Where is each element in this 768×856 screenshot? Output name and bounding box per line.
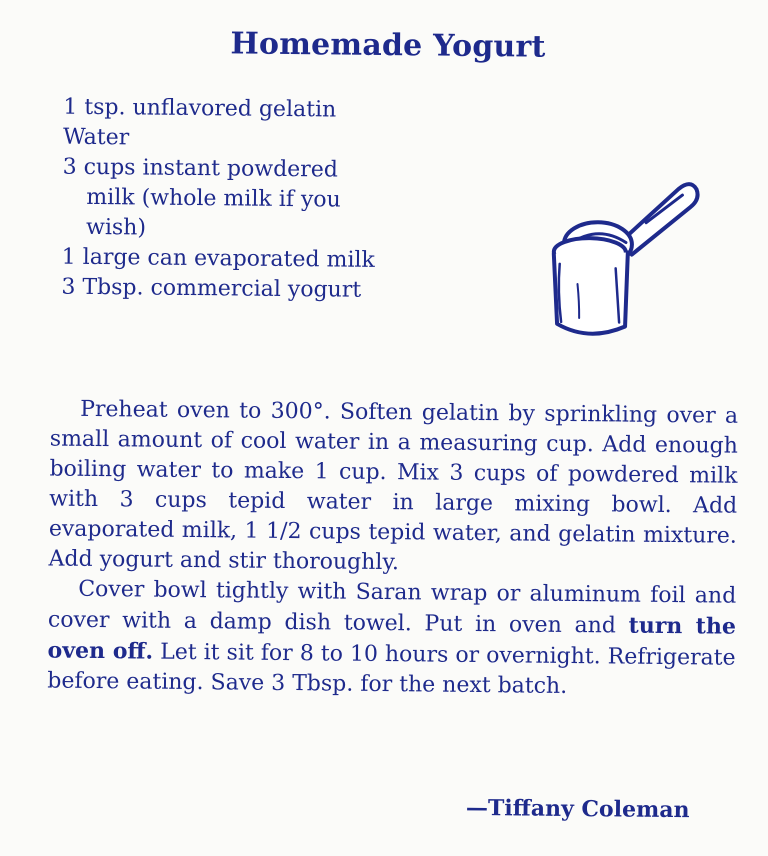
ingredient-list xyxy=(61,93,393,306)
directions-paragraph-2 xyxy=(47,574,736,703)
directions-emphasis: turn the oven off. xyxy=(47,612,737,665)
directions-text: Let it sit for 8 to 10 hours or overnight. Refrigerate before eating. Save 3 Tbsp. for the next batch. xyxy=(47,639,736,699)
ingredient-item: 1 large can evaporated milk xyxy=(61,244,375,273)
recipe-author: —Tiffany Coleman xyxy=(465,794,690,824)
ingredient-item: 3 Tbsp. commercial yogurt xyxy=(61,274,362,303)
recipe-title: Homemade Yogurt xyxy=(230,26,546,65)
directions-paragraph-1: Preheat oven to 300°. Soften gelatin by sprinkling over a small amount of cool water in a measuring cup. Add enough boiling water to make 1 cup. Mix 3 cups of powdered milk with 3 cups tepid water in large mixing bowl. Add evaporated milk, 1 1/2 cups tepid water, and gelatin mixture. Add yogurt and stir thoroughly. xyxy=(48,396,739,576)
ingredient-item: 1 tsp. unflavored gelatin xyxy=(63,94,337,123)
ingredient-item: Water xyxy=(62,124,130,151)
directions xyxy=(47,395,738,704)
directions-text: Cover bowl tightly with Saran wrap or aluminum foil and cover with a damp dish towel. Put in oven and xyxy=(47,576,737,639)
ingredient-item: 3 cups instant powdered milk (whole milk if you wish) xyxy=(62,154,341,241)
measuring-cup-icon xyxy=(549,172,701,349)
